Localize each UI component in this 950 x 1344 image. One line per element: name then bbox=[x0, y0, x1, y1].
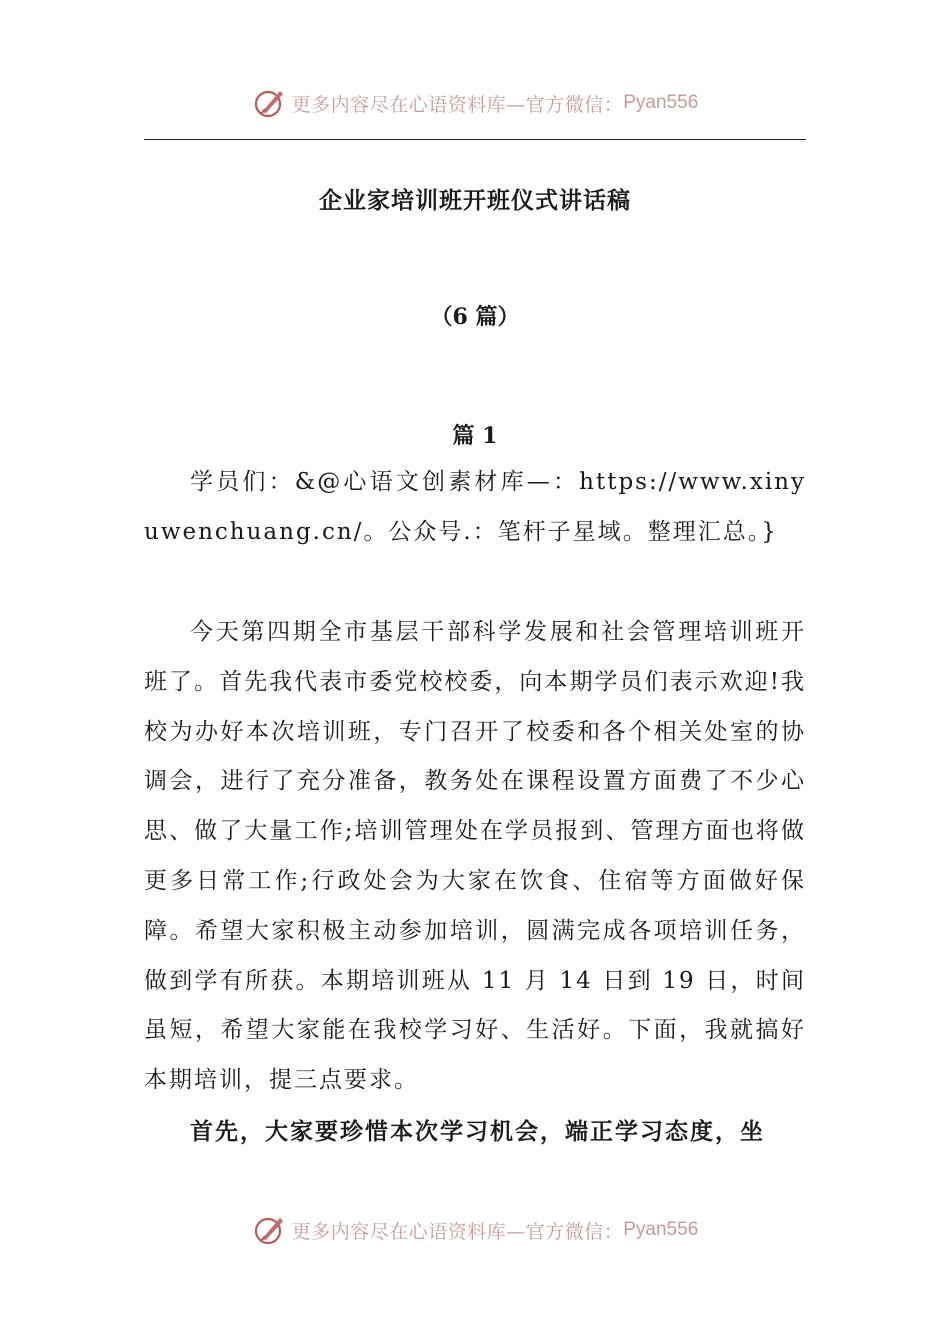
footer-watermark-handle: Pyan556 bbox=[623, 1219, 699, 1240]
section-heading: 篇 1 bbox=[452, 423, 498, 449]
header-watermark-banner bbox=[0, 83, 950, 123]
header-watermark-handle: Pyan556 bbox=[623, 92, 699, 113]
quill-logo-icon bbox=[252, 85, 288, 121]
header-watermark-text: 更多内容尽在心语资料库—官方微信： bbox=[291, 93, 624, 116]
header-divider bbox=[144, 139, 806, 140]
paragraph-intro: 学员们：&@心语文创素材库—：https://www.xinyuwenchuang.cn/。公众号.：笔杆子星域。整理汇总。} bbox=[144, 469, 806, 545]
quill-logo-icon bbox=[252, 1212, 288, 1248]
footer-watermark-text: 更多内容尽在心语资料库—官方微信： bbox=[291, 1220, 624, 1243]
article-count: （6 篇） bbox=[430, 304, 520, 330]
paragraph-body: 今天第四期全市基层干部科学发展和社会管理培训班开班了。首先我代表市委党校校委，向本期学员们表示欢迎!我校为办好本次培训班，专门召开了校委和各个相关处室的协调会，进行了充分准备，教务处在课程设置方面费了不少心思、做了大量工作;培训管理处在学员报到、管理方面也将做更多日常工作;行政处会为大家在饮食、住宿等方面做好保障。希望大家积极主动参加培训，圆满完成各项培训任务，做到学有所获。本期培训班从 11 月 14 日到 19 日，时间虽短，希望大家能在我校学习好、生活好。下面，我就搞好本期培训，提三点要求。 bbox=[144, 619, 806, 1094]
document-title: 企业家培训班开班仪式讲话稿 bbox=[319, 187, 631, 214]
paragraph-point-one: 首先，大家要珍惜本次学习机会，端正学习态度，坐 bbox=[190, 1118, 765, 1145]
footer-watermark-banner bbox=[0, 1210, 950, 1250]
